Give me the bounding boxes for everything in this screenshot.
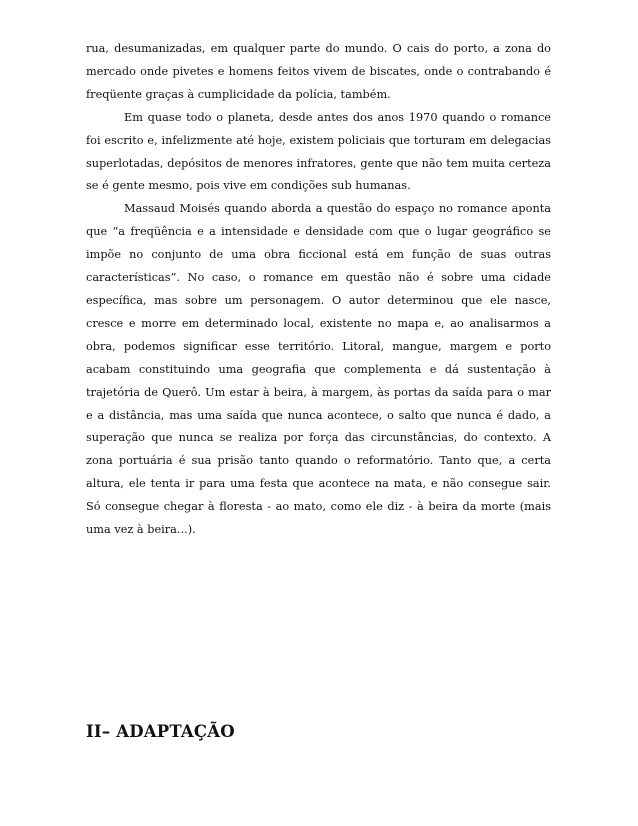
paragraph-massaud-moises: Massaud Moisés quando aborda a questão do espaço no romance aponta que “a freqüência e a intensidade e densidade com que o lugar geográfico se impõe no conjunto de uma obra ficcional está em função de suas outras características”. No caso, o romance em questão não é sobre uma cidade específica, mas sobre um personagem. O autor determinou que ele nasce, cresce e morre em determinado local, existente no mapa e, ao analisarmos a obra, podemos significar esse território. Litoral, mangue, margem e porto acabam constituindo uma geografia que complementa e dá sustentação à trajetória de Querô. Um estar à beira, à margem, às portas da saída para o mar e a distância, mas uma saída que nunca acontece, o salto que nunca é dado, a superação que nunca se realiza por força das circunstâncias, do contexto. A zona portuária é sua prisão tanto quando o reformatório. Tanto que, a certa altura, ele tenta ir para uma festa que acontece na mata, e não consegue sair. Só consegue chegar à floresta - ao mato, como ele diz - à beira da morte (mais uma vez à beira...). [86, 202, 551, 537]
paragraph-planet: Em quase todo o planeta, desde antes dos anos 1970 quando o romance foi escrito e, infelizmente até hoje, existem policiais que torturam em delegacias superlotadas, depósitos de menores infratores, gente que não tem muita certeza se é gente mesmo, pois vive em condições sub humanas. [86, 110, 551, 193]
paragraph-continuation: rua, desumanizadas, em qualquer parte do mundo. O cais do porto, a zona do mercado onde pivetes e homens feitos vivem de biscates, onde o contrabando é freqüente graças à cumplicidade da polícia, também. [86, 42, 551, 101]
section-heading: II– ADAPTAÇÃO [86, 722, 235, 741]
body-text [86, 38, 551, 542]
